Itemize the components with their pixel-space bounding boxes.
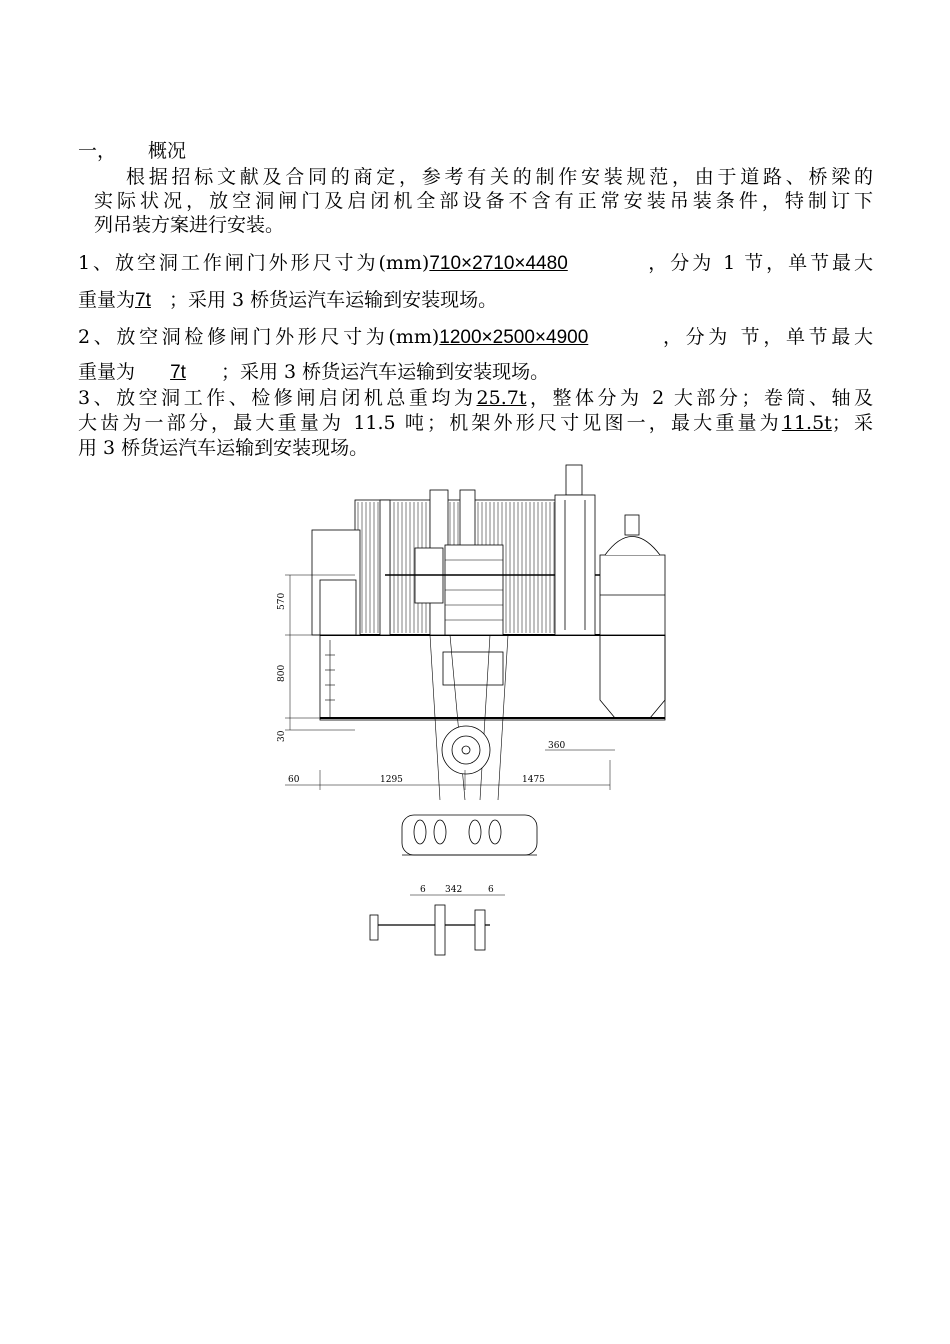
- item3-line-3: 用 3 桥货运汽车运输到安装现场。: [78, 437, 369, 459]
- item2-mid: ，分为 节，单节最大: [659, 326, 873, 348]
- item3-frame-weight: 11.5t: [781, 412, 832, 434]
- intro-line-1: 根据招标文献及合同的商定，参考有关的制作安装规范，由于道路、桥梁的: [126, 166, 873, 188]
- item1-suffix: ；采用 3 桥货运汽车运输到安装现场。: [169, 289, 498, 311]
- brake-column: [566, 465, 582, 495]
- item1-line-2: [78, 287, 873, 314]
- dim-1295: 1295: [380, 775, 403, 785]
- left-block: [312, 530, 360, 635]
- item3-line-2: [78, 410, 873, 436]
- intro-line-2: 实际状况，放空洞闸门及启闭机全部设备不含有正常安装吊装条件，特制订下: [94, 190, 873, 212]
- item2-weight-prefix: 重量为: [78, 361, 136, 383]
- item3-line-1: [78, 385, 873, 411]
- reducer: [600, 515, 665, 635]
- item2-prefix: 2、放空洞检修闸门外形尺寸为(mm): [78, 326, 440, 348]
- hoist-frame-drawing: [270, 460, 690, 960]
- item1-prefix: 1、放空洞工作闸门外形尺寸为(mm): [78, 252, 430, 274]
- dim-800: 800: [277, 664, 287, 682]
- item3-total: 25.7t: [476, 387, 527, 409]
- item2-line-1: [78, 324, 873, 351]
- heading-title: 概况: [148, 140, 187, 162]
- item2-weight: 7t: [170, 362, 186, 383]
- item1-weight: 7t: [135, 290, 151, 311]
- dim-360: 360: [548, 741, 566, 751]
- item3-line2-suffix: ；采: [831, 412, 873, 434]
- dim-30: 30: [277, 730, 287, 742]
- item3-suffix: ，整体分为 2 大部分；卷筒、轴及: [526, 387, 874, 409]
- dim-6a: 6: [420, 885, 426, 895]
- section-heading: [78, 138, 873, 164]
- frame-base: [320, 635, 665, 720]
- dim-1475: 1475: [522, 775, 545, 785]
- dim-60: 60: [288, 775, 300, 785]
- item1-line-1: [78, 250, 873, 277]
- lower-shaft: [370, 905, 490, 955]
- item1-dims: 710×2710×4480: [429, 253, 568, 274]
- dim-6b: 6: [488, 885, 494, 895]
- item1-weight-prefix: 重量为: [78, 289, 136, 311]
- item2-line-2: [78, 359, 873, 386]
- intro-line-3: 列吊装方案进行安装。: [94, 214, 285, 236]
- item2-suffix: ；采用 3 桥货运汽车运输到安装现场。: [221, 361, 550, 383]
- item2-dims: 1200×2500×4900: [439, 327, 589, 348]
- dim-342: 342: [445, 885, 463, 895]
- heading-number: 一，: [78, 140, 117, 162]
- item1-mid: ，分为 1 节，单节最大: [645, 252, 874, 274]
- item3-line2-prefix: 大齿为一部分，最大重量为 11.5 吨；机架外形尺寸见图一，最大重量为: [78, 412, 782, 434]
- item3-prefix: 3、放空洞工作、检修闸启闭机总重均为: [78, 387, 477, 409]
- sheave: [442, 726, 490, 774]
- hook-block: [402, 815, 537, 855]
- dim-570: 570: [277, 592, 287, 610]
